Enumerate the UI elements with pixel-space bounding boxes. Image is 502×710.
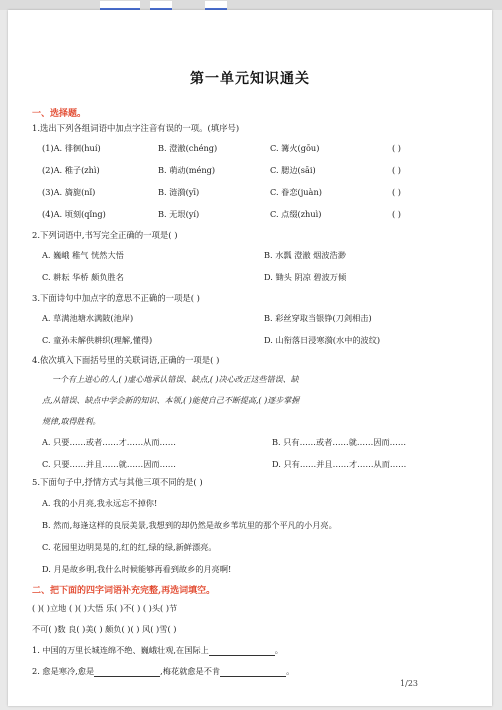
q1-row4-b: B. 无垠(yí) [158,209,200,219]
fill-sentence-2-blank-1[interactable] [94,667,160,677]
q2-option-d: D. 锄头 阴凉 碧波万倾 [264,272,347,282]
q4-option-c: C. 只要……并且……就……因而…… [42,459,176,469]
q1-row3-b: B. 涟漪(yī) [158,187,200,197]
question-5-stem: 5.下面句子中,抒情方式与其他三项不同的是( ) [32,477,203,487]
fill-sentence-2-text-a: 2. 愈是寒冷,愈是 [32,666,95,676]
q1-row1-b: B. 澄澈(chéng) [158,143,218,153]
q3-option-b: B. 彩丝穿取当银铮(刀剑相击) [264,313,372,323]
fill-sentence-2-text-b: ,梅花就愈是不肯 [160,666,221,676]
question-1-stem: 1.选出下列各组词语中加点字注音有误的一项。(填序号) [32,123,240,133]
fill-sentence-1-end: 。 [274,645,283,655]
q2-option-b: B. 水瓢 澄澈 烟波浩渺 [264,250,346,260]
q3-option-d: D. 山衔落日浸寒漪(水中的波纹) [264,335,381,345]
toolbar-tab-1[interactable] [100,1,140,10]
q4-passage-line-2: 点,从错误、缺点中学会新的知识、本领,( )能使自己不断提高,( )逐步掌握 [42,396,300,405]
viewer-toolbar [0,0,502,10]
q1-row3-c: C. 眷恋(juàn) [270,187,322,197]
q2-option-c: C. 耕耘 华桥 颇负胜名 [42,272,124,282]
q4-option-a: A. 只要……或者……才……从而…… [42,437,176,447]
q1-row4-c: C. 点缀(zhuì) [270,209,322,219]
q1-row2-answer[interactable]: ( ) [392,165,401,175]
q1-row1-c: C. 篝火(gōu) [270,143,320,153]
fill-sentence-1-blank[interactable] [209,646,275,656]
section-heading-fill: 二、把下面的四字词语补充完整,再选词填空。 [32,586,216,596]
page-title: 第一单元知识通关 [190,71,310,87]
fill-row-1[interactable]: ( )( )立地 ( )( )大悟 乐( )不( ) ( )头( )节 [32,603,178,613]
q5-option-c: C. 花园里边明晃晃的,红的红,绿的绿,新鲜漂亮。 [42,542,217,552]
q5-option-a: A. 我的小月亮,我永远忘不掉你! [42,498,158,508]
page-number: 1/23 [400,679,418,688]
q2-option-a: A. 巍峨 稚气 恍然大悟 [42,250,124,260]
q1-row4-a: (4)A. 顷刻(qǐng) [42,209,106,219]
question-4-stem: 4.依次填入下面括号里的关联词语,正确的一项是( ) [32,355,220,365]
q1-row2-a: (2)A. 稚子(zhì) [42,165,100,175]
q3-option-c: C. 童孙未解供耕织(理解,懂得) [42,335,153,345]
fill-sentence-2-blank-2[interactable] [220,667,286,677]
toolbar-tab-2[interactable] [150,1,172,10]
q1-row1-a: (1)A. 徘徊(huí) [42,143,101,153]
q1-row1-answer[interactable]: ( ) [392,143,401,153]
q4-passage-line-3: 规律,取得胜利。 [42,417,101,426]
question-2-stem: 2.下列词语中,书写完全正确的一项是( ) [32,230,178,240]
question-3-stem: 3.下面诗句中加点字的意思不正确的一项是( ) [32,293,200,303]
q1-row3-a: (3)A. 旖旎(nǐ) [42,187,96,197]
q1-row2-b: B. 萌动(méng) [158,165,216,175]
q1-row4-answer[interactable]: ( ) [392,209,401,219]
toolbar-tab-3[interactable] [205,1,227,10]
q4-option-b: B. 只有……或者……就……因而…… [272,437,407,447]
document-page [8,10,492,706]
fill-row-2[interactable]: 不可( )数 良( )美( ) 颇负( )( ) 风( )雪( ) [32,624,177,634]
fill-sentence-1 [32,645,283,656]
fill-sentence-1-text: 1. 中国的万里长城连绵不绝、巍峨壮观,在国际上 [32,645,209,655]
q1-row2-c: C. 腮边(sāi) [270,165,316,175]
fill-sentence-2-end: 。 [286,666,295,676]
q1-row3-answer[interactable]: ( ) [392,187,401,197]
q5-option-b: B. 然而,每逢这样的良辰美景,我想到的却仍然是故乡苇坑里的那个平凡的小月亮。 [42,520,337,530]
q4-option-d: D. 只有……并且……才……从而…… [272,459,407,469]
q5-option-d: D. 月是故乡明,我什么时候能够再看到故乡的月亮啊! [42,564,232,574]
section-heading-choice: 一、选择题。 [32,109,87,119]
q3-option-a: A. 草满池塘水满陂(池岸) [42,313,134,323]
q4-passage-line-1: 一个有上进心的人,( )虚心地承认错误、缺点,( )决心改正这些错误、缺 [52,375,299,384]
fill-sentence-2 [32,666,294,677]
